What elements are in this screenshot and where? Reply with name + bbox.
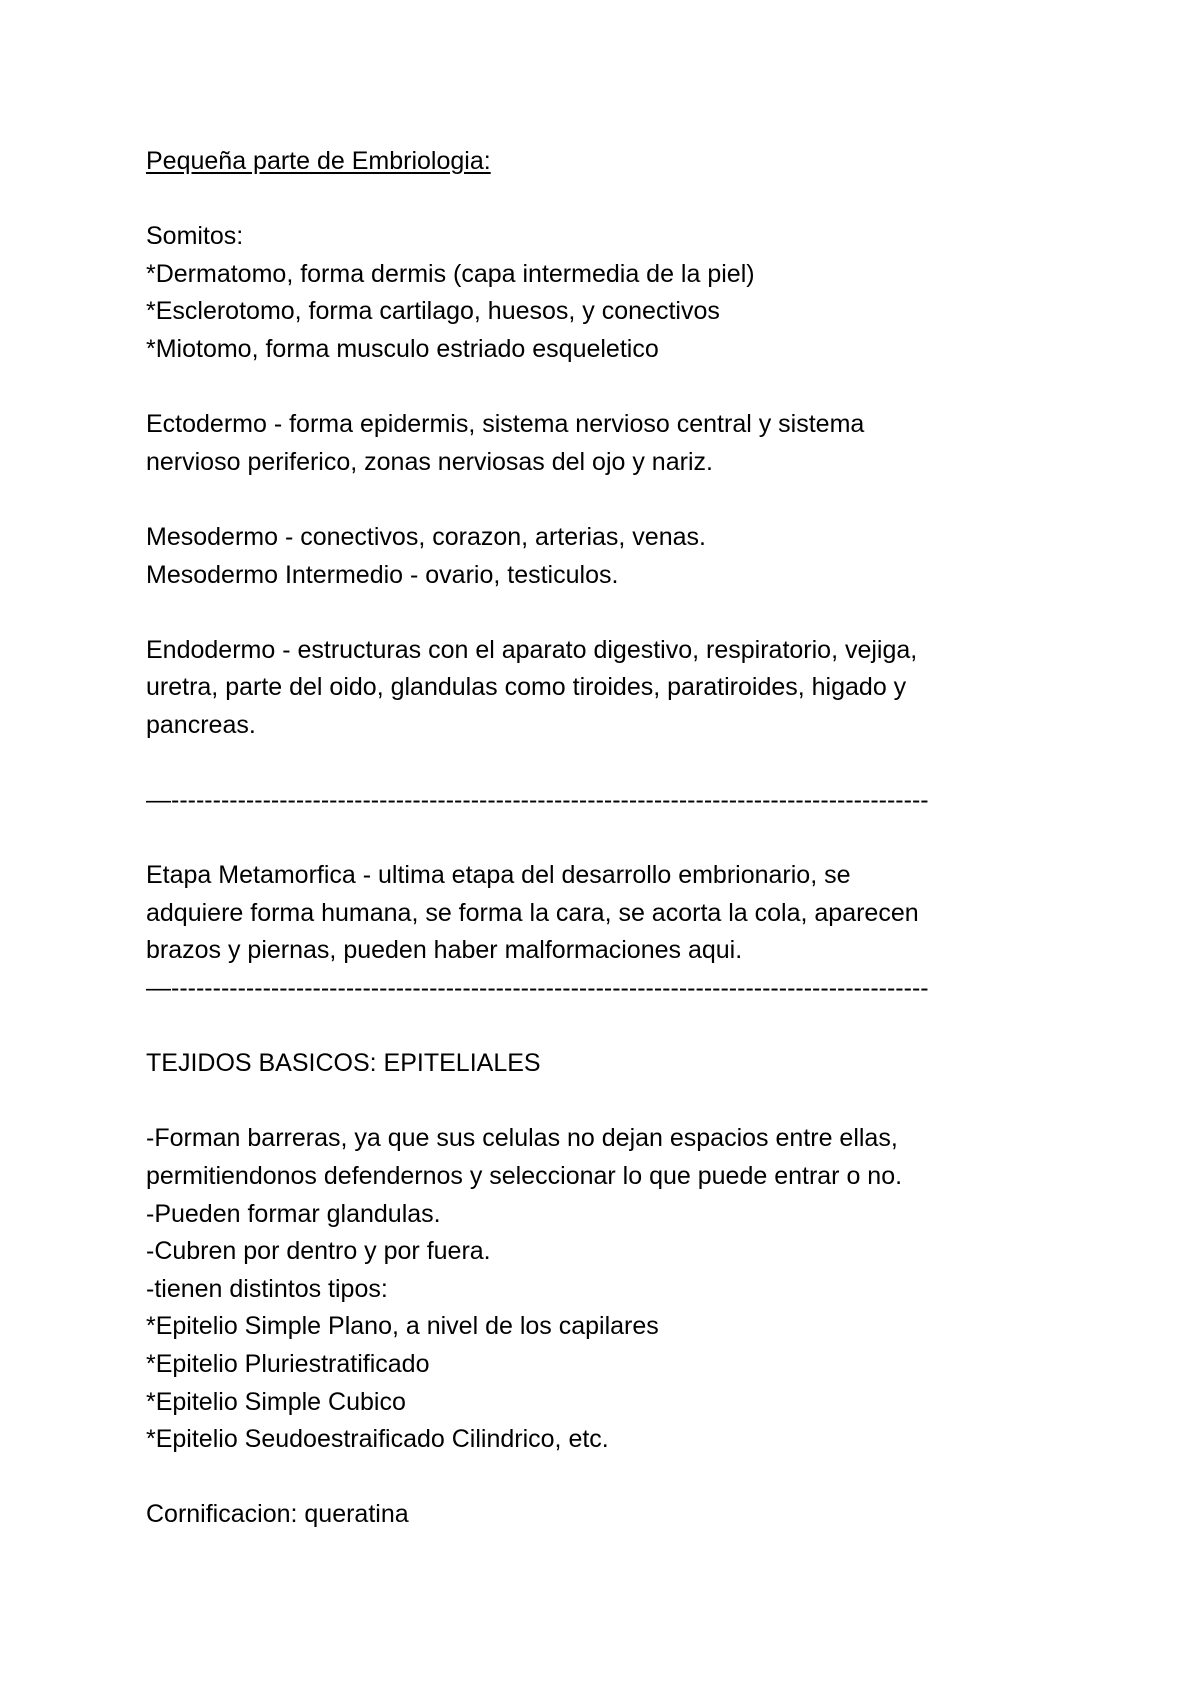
tejidos-line: permitiendonos defendernos y seleccionar lo que puede entrar o no.	[146, 1162, 903, 1191]
etapa-line: brazos y piernas, pueden haber malformaciones aqui.	[146, 936, 743, 965]
blank-line	[146, 481, 1126, 519]
blank-line	[146, 594, 1126, 632]
cornificacion-line: Cornificacion: queratina	[146, 1500, 409, 1529]
blank-line	[146, 369, 1126, 407]
mesodermo-line: Mesodermo Intermedio - ovario, testiculos.	[146, 560, 619, 589]
separator-rule: —-------------------------------------------------------------------------------------------	[146, 786, 929, 815]
mesodermo-line: Mesodermo - conectivos, corazon, arterias, venas.	[146, 522, 706, 551]
somitos-item: *Esclerotomo, forma cartilago, huesos, y conectivos	[146, 297, 720, 326]
tejidos-line: *Epitelio Seudoestraificado Cilindrico, etc.	[146, 1425, 609, 1454]
etapa-line: Etapa Metamorfica - ultima etapa del desarrollo embrionario, se	[146, 861, 851, 890]
tejidos-line: *Epitelio Simple Cubico	[146, 1387, 406, 1416]
blank-line	[146, 820, 1126, 858]
tejidos-line: -Pueden formar glandulas.	[146, 1199, 441, 1228]
etapa-line: adquiere forma humana, se forma la cara, se acorta la cola, aparecen	[146, 898, 919, 927]
tejidos-line: -Cubren por dentro y por fuera.	[146, 1237, 491, 1266]
blank-line	[146, 745, 1126, 783]
tejidos-line: *Epitelio Simple Plano, a nivel de los capilares	[146, 1312, 659, 1341]
document-title: Pequeña parte de Embriologia:	[146, 147, 491, 175]
blank-line	[146, 1459, 1126, 1497]
tejidos-heading: TEJIDOS BASICOS: EPITELIALES	[146, 1049, 541, 1078]
endodermo-line: uretra, parte del oido, glandulas como tiroides, paratiroides, higado y	[146, 673, 907, 702]
somitos-item: *Miotomo, forma musculo estriado esqueletico	[146, 334, 659, 363]
separator-rule: —-------------------------------------------------------------------------------------------	[146, 974, 929, 1003]
blank-line	[146, 181, 1126, 219]
ectodermo-line: Ectodermo - forma epidermis, sistema nervioso central y sistema	[146, 410, 865, 439]
tejidos-line: *Epitelio Pluriestratificado	[146, 1350, 430, 1378]
tejidos-line: -tienen distintos tipos:	[146, 1274, 388, 1303]
endodermo-line: Endodermo - estructuras con el aparato digestivo, respiratorio, vejiga,	[146, 635, 918, 664]
ectodermo-line: nervioso periferico, zonas nerviosas del ojo y nariz.	[146, 447, 713, 476]
tejidos-line: -Forman barreras, ya que sus celulas no dejan espacios entre ellas,	[146, 1124, 898, 1153]
somitos-heading: Somitos:	[146, 222, 244, 251]
somitos-item: *Dermatomo, forma dermis (capa intermedia de la piel)	[146, 259, 755, 288]
blank-line	[146, 1083, 1126, 1121]
document-page	[146, 143, 1126, 1534]
endodermo-line: pancreas.	[146, 710, 256, 739]
blank-line	[146, 1008, 1126, 1046]
